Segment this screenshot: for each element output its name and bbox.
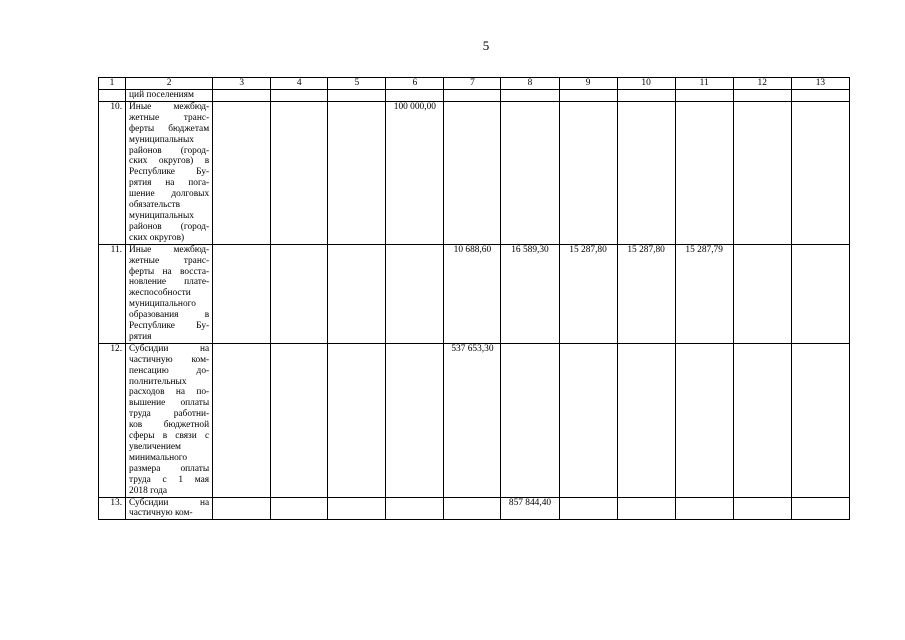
table-header-row xyxy=(99,78,850,90)
column-number-3: 3 xyxy=(213,78,271,90)
value-cell-col-13 xyxy=(791,343,849,497)
value-cell-col-11 xyxy=(675,343,733,497)
value-cell-col-12 xyxy=(733,101,791,244)
value-cell-col-10 xyxy=(617,343,675,497)
row-name-line: пенсацию до- xyxy=(129,365,210,376)
value-cell-col-6 xyxy=(386,343,444,497)
value-cell-col-12 xyxy=(733,497,791,520)
row-name-line: Иные межбюд- xyxy=(129,101,210,112)
row-name-line: вышение оплаты xyxy=(129,398,210,409)
continuation-row xyxy=(99,90,850,102)
row-name-line: ских округов) в xyxy=(129,156,210,167)
row-name-line: жеспособности xyxy=(129,288,191,299)
value-cell-col-5 xyxy=(328,343,386,497)
row-name-line: жетные транс- xyxy=(129,255,210,266)
value-cell-col-3 xyxy=(213,101,271,244)
value-cell-col-8 xyxy=(501,101,559,244)
value-cell-col-12 xyxy=(733,244,791,343)
row-name-line: увеличением xyxy=(129,442,181,452)
value-cell-col-10 xyxy=(617,497,675,520)
value-cell-col-7: 10 688,60 xyxy=(444,244,501,343)
value-cell-col-9 xyxy=(559,343,617,497)
row-name-line: Республике Бу- xyxy=(129,321,210,332)
row-name-line: Иные межбюд- xyxy=(129,244,210,255)
row-name-line: обязательств xyxy=(129,200,181,211)
column-number-11: 11 xyxy=(675,78,733,90)
value-cell-col-3 xyxy=(213,497,271,520)
table-cell xyxy=(271,90,328,102)
budget-table xyxy=(98,77,850,520)
table-cell xyxy=(733,90,791,102)
row-number: 12. xyxy=(99,343,126,497)
row-number: 10. xyxy=(99,101,126,244)
row-name-line: Субсидии на xyxy=(129,343,210,354)
value-cell-col-13 xyxy=(791,101,849,244)
value-cell-col-9 xyxy=(559,497,617,520)
table-cell xyxy=(675,90,733,102)
table-cell xyxy=(791,90,849,102)
row-name xyxy=(126,101,213,244)
row-name-line: жетные транс- xyxy=(129,112,210,123)
table-cell xyxy=(501,90,559,102)
row-name-line: ских округов) xyxy=(129,232,185,243)
column-number-2: 2 xyxy=(126,78,213,90)
row-name-line: размера оплаты xyxy=(129,463,210,474)
value-cell-col-11: 15 287,79 xyxy=(675,244,733,343)
row-name-line: ферты на восста- xyxy=(129,266,210,277)
table-cell xyxy=(617,90,675,102)
row-name-line: шение долговых xyxy=(129,189,210,200)
value-cell-col-8 xyxy=(501,343,559,497)
column-number-9: 9 xyxy=(559,78,617,90)
row-name-line: муниципальных xyxy=(129,210,194,221)
value-cell-col-9 xyxy=(559,101,617,244)
table-row xyxy=(99,244,850,343)
value-cell-col-13 xyxy=(791,497,849,520)
value-cell-col-5 xyxy=(328,244,386,343)
value-cell-col-10 xyxy=(617,101,675,244)
row-name-line: расходов на по- xyxy=(129,387,210,398)
row-name-line: минимального xyxy=(129,452,188,463)
value-cell-col-10: 15 287,80 xyxy=(617,244,675,343)
column-number-13: 13 xyxy=(791,78,849,90)
table-cell xyxy=(99,90,126,102)
page-number: 5 xyxy=(482,38,490,53)
value-cell-col-7 xyxy=(444,497,501,520)
row-name-line: Субсидии на xyxy=(129,497,210,508)
value-cell-col-4 xyxy=(271,497,328,520)
value-cell-col-4 xyxy=(271,244,328,343)
row-number: 13. xyxy=(99,497,126,520)
column-number-4: 4 xyxy=(271,78,328,90)
row-name-line: районов (город- xyxy=(129,145,210,156)
row-name-line: рятия xyxy=(129,331,152,342)
value-cell-col-11 xyxy=(675,497,733,520)
table-cell xyxy=(386,90,444,102)
value-cell-col-5 xyxy=(328,101,386,244)
column-number-12: 12 xyxy=(733,78,791,90)
value-cell-col-4 xyxy=(271,343,328,497)
table-cell xyxy=(213,90,271,102)
row-name-line: сферы в связи с xyxy=(129,431,210,442)
row-name-line: муниципальных xyxy=(129,134,194,145)
value-cell-col-9: 15 287,80 xyxy=(559,244,617,343)
column-number-6: 6 xyxy=(386,78,444,90)
row-name-line: образования в xyxy=(129,310,210,321)
table-row xyxy=(99,101,850,244)
value-cell-col-7: 537 653,30 xyxy=(444,343,501,497)
row-number: 11. xyxy=(99,244,126,343)
column-number-7: 7 xyxy=(444,78,501,90)
table-cell xyxy=(444,90,501,102)
value-cell-col-5 xyxy=(328,497,386,520)
row-name-line: ков бюджетной xyxy=(129,420,210,431)
continuation-text: ций поселениям xyxy=(126,90,213,102)
row-name-line: районов (город- xyxy=(129,221,210,232)
column-number-5: 5 xyxy=(328,78,386,90)
table-row xyxy=(99,497,850,520)
row-name xyxy=(126,244,213,343)
row-name-line: полнительных xyxy=(129,376,187,387)
row-name-line: труда работни- xyxy=(129,409,210,420)
value-cell-col-11 xyxy=(675,101,733,244)
value-cell-col-4 xyxy=(271,101,328,244)
row-name xyxy=(126,497,213,520)
table-cell xyxy=(559,90,617,102)
row-name-line: Республике Бу- xyxy=(129,167,210,178)
column-number-8: 8 xyxy=(501,78,559,90)
row-name xyxy=(126,343,213,497)
value-cell-col-12 xyxy=(733,343,791,497)
row-name-line: частичную ком- xyxy=(129,354,210,365)
row-name-line: частичную ком- xyxy=(129,508,193,519)
value-cell-col-7 xyxy=(444,101,501,244)
value-cell-col-8: 16 589,30 xyxy=(501,244,559,343)
value-cell-col-6: 100 000,00 xyxy=(386,101,444,244)
value-cell-col-6 xyxy=(386,244,444,343)
value-cell-col-3 xyxy=(213,343,271,497)
row-name-line: труда с 1 мая xyxy=(129,474,210,485)
column-number-10: 10 xyxy=(617,78,675,90)
table-row xyxy=(99,343,850,497)
value-cell-col-6 xyxy=(386,497,444,520)
row-name-line: новление плате- xyxy=(129,277,210,288)
row-name-line: ферты бюджетам xyxy=(129,123,210,134)
row-name-line: рятия на пога- xyxy=(129,178,210,189)
row-name-line: муниципального xyxy=(129,299,196,310)
value-cell-col-13 xyxy=(791,244,849,343)
value-cell-col-8: 857 844,40 xyxy=(501,497,559,520)
column-number-1: 1 xyxy=(99,78,126,90)
row-name-line: 2018 года xyxy=(129,485,168,496)
table-cell xyxy=(328,90,386,102)
value-cell-col-3 xyxy=(213,244,271,343)
